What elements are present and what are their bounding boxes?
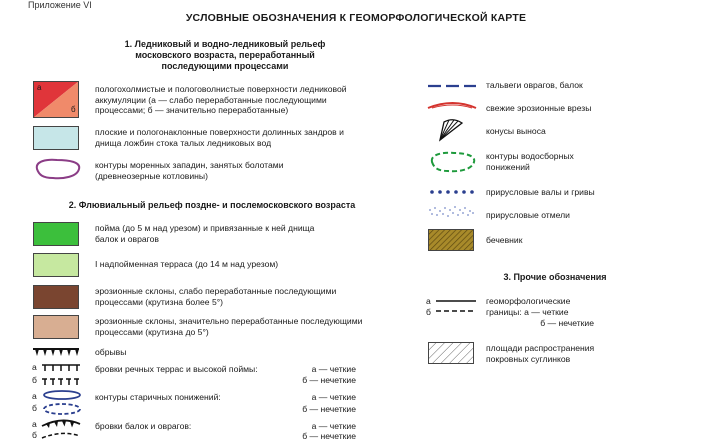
shoal-symbol [426, 204, 476, 220]
steep-slopes-swatch [33, 285, 79, 309]
thalweg-symbol [428, 82, 476, 90]
label-a: а [426, 296, 431, 306]
legend-text-line: аккумуляции (а — слабо переработанные последующими [95, 94, 327, 105]
legend-text [486, 151, 574, 172]
section2-heading: 2. Флювиальный рельеф поздне- и послемосковского возраста [68, 200, 356, 210]
label-b: б [426, 307, 431, 317]
label-b: б [32, 375, 37, 385]
legend-text-line: эрозионные склоны, значительно переработанные последующими [95, 316, 363, 326]
legend-a-text: а — четкие [311, 421, 356, 431]
legend-text: прирусловые отмели [486, 210, 570, 220]
legend-text-line: днища ложбин стока талых ледниковых вод [95, 137, 272, 148]
legend-text: прирусловые валы и гривы [486, 187, 595, 197]
legend-text: тальвеги оврагов, балок [486, 80, 583, 90]
appendix-label: Приложение VI [28, 0, 92, 10]
section1-heading-line: последующими процессами [161, 61, 289, 71]
floodplain-swatch [33, 222, 79, 246]
legend-b-text: б — нечеткие [540, 318, 594, 328]
legend-text-line: (древнеозерные котловины) [95, 170, 208, 181]
legend-text-line: процессами (крутизна более 5°) [95, 296, 224, 307]
page-title: УСЛОВНЫЕ ОБОЗНАЧЕНИЯ К ГЕОМОРФОЛОГИЧЕСКОЙ КАРТЕ [185, 12, 527, 24]
legend-text [95, 316, 362, 337]
legend-text-line: эрозионные склоны, слабо переработанные последующими [95, 286, 337, 296]
legend-text-line: пологохолмистые и пологоволнистые поверхности ледниковой [95, 84, 347, 94]
legend-text [95, 84, 347, 116]
oxbow-contour-symbol [42, 389, 86, 417]
label-b: б [32, 403, 37, 413]
legend-text [95, 286, 336, 307]
loam-swatch [428, 342, 474, 364]
legend-text-line: контуры водосборных [486, 151, 574, 161]
erosion-cut-symbol [428, 100, 478, 114]
legend-text-line: процессами (крутизна до 5°) [95, 326, 209, 337]
swatch-label-a: а [37, 83, 42, 92]
label-b: б [32, 430, 37, 440]
legend-text-line: плоские и пологонаклонные поверхности долинных зандров и [95, 127, 344, 137]
terrace-swatch [33, 253, 79, 277]
label-a: а [32, 391, 37, 401]
legend-text: свежие эрозионные врезы [486, 103, 592, 113]
levee-symbol [430, 189, 474, 195]
gully-edge-symbol [42, 418, 82, 440]
legend-text-line: покровных суглинков [486, 353, 571, 364]
cliff-symbol [33, 346, 79, 358]
section1-heading-line: 1. Ледниковый и водно-ледниковый рельеф [124, 39, 326, 49]
legend-a-text: границы: а — четкие [486, 307, 569, 317]
legend-text-line: балок и оврагов [95, 233, 159, 244]
legend-b-text: б — нечеткие [302, 404, 356, 414]
section1-heading [70, 39, 380, 72]
legend-text: I надпойменная терраса (до 14 м над урезом) [95, 259, 279, 269]
legend-text [486, 343, 594, 364]
legend-a-text: а — четкие [311, 392, 356, 402]
towpath-swatch [428, 229, 474, 251]
legend-text: бечевник [486, 235, 523, 245]
legend-text [95, 127, 344, 148]
moraine-depression-contour-symbol [33, 157, 83, 181]
legend-b-text: б — нечеткие [302, 431, 356, 441]
swatch-label-b: б [71, 105, 76, 114]
legend-text-line: пойма (до 5 м над урезом) и привязанные к ней днища [95, 223, 315, 233]
legend-text-line: контуры моренных западин, занятых болотами [95, 160, 284, 170]
legend-text [95, 160, 284, 181]
label-a: а [32, 419, 37, 429]
gentle-slopes-swatch [33, 315, 79, 339]
label-a: а [32, 362, 37, 372]
section1-heading-line: московского возраста, переработанный [135, 50, 315, 60]
legend-text [95, 223, 314, 244]
outwash-plain-swatch [33, 126, 79, 150]
legend-text: конусы выноса [486, 126, 546, 136]
legend-text-line: процессами; б — значительно переработанные) [95, 105, 289, 116]
catchment-contour-symbol [428, 150, 478, 174]
section3-heading: 3. Прочие обозначения [503, 272, 607, 282]
legend-text: бровки речных террас и высокой поймы: [95, 364, 258, 374]
legend-a-text: а — четкие [311, 364, 356, 374]
legend-text: обрывы [95, 347, 127, 357]
legend-text: бровки балок и оврагов: [95, 421, 192, 431]
terrace-edge-symbol [42, 363, 82, 389]
legend-text-line: площади распространения [486, 343, 595, 353]
legend-text: геоморфологические [486, 296, 571, 306]
boundary-symbol [436, 298, 476, 314]
legend-text: контуры старичных понижений: [95, 392, 221, 402]
legend-text-line: понижений [486, 161, 530, 172]
legend-b-text: б — нечеткие [302, 375, 356, 385]
alluvial-fan-symbol [436, 118, 466, 144]
